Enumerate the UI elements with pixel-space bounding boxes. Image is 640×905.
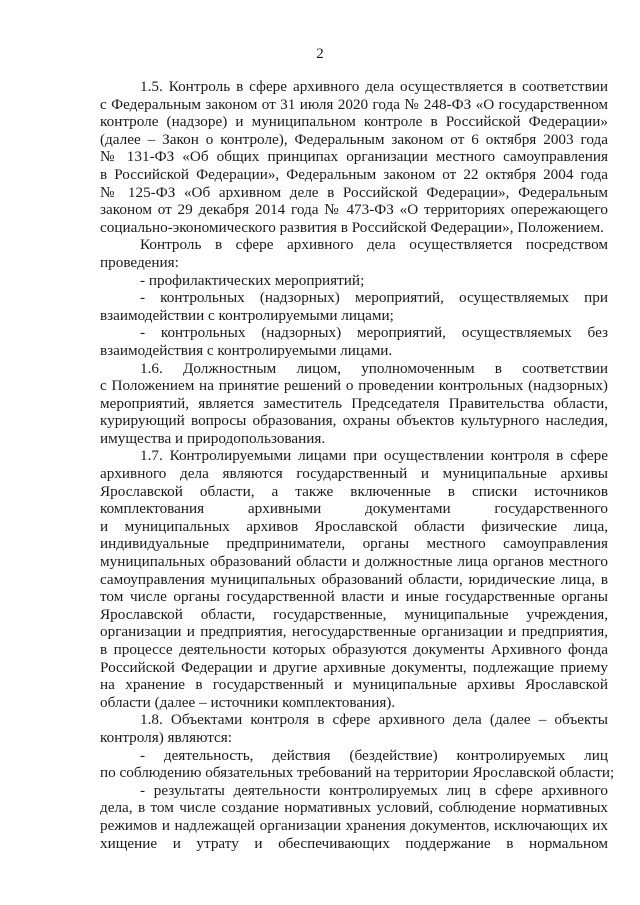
page-number: 2: [316, 46, 324, 62]
text-line: на хранение в государственный и муниципальные архивы Ярославской: [100, 676, 608, 694]
text-line: - контрольных (надзорных) мероприятий, осуществляемых при: [140, 289, 608, 307]
text-line: муниципальных образований области и должностные лица органов местного: [100, 553, 608, 571]
text-line: хищение и утрату и обеспечивающих поддержание в нормальном: [100, 834, 608, 852]
text-line: - деятельность, действия (бездействие) контролируемых лиц: [140, 746, 608, 764]
paragraph: [100, 236, 608, 271]
text-line: том числе органы государственной власти и иные государственные органы: [100, 588, 608, 606]
text-line: мероприятий, является заместитель Председателя Правительства области,: [100, 394, 608, 412]
text-line: архивного дела являются государственный и муниципальные архивы: [100, 465, 608, 483]
text-line: № 131-ФЗ «Об общих принципах организации местного самоуправления: [100, 148, 608, 166]
paragraph: [100, 447, 608, 711]
text-line: - контрольных (надзорных) мероприятий, осуществляемых без: [140, 324, 608, 342]
text-line: 1.5. Контроль в сфере архивного дела осуществляется в соответствии: [140, 78, 608, 95]
document-body: [100, 78, 615, 852]
text-line: организации и предприятия, негосударственные организации и предприятия,: [100, 623, 608, 641]
text-line: законом от 29 декабря 2014 года № 473-ФЗ «О территориях опережающего: [100, 201, 608, 219]
text-line: взаимодействии с контролируемыми лицами;: [100, 306, 394, 324]
text-line: в процессе деятельности которых образуются документы Архивного фонда: [100, 641, 608, 658]
text-line: взаимодействия с контролируемыми лицами.: [100, 341, 393, 359]
paragraph: [100, 272, 608, 290]
text-line: социально-экономического развития в Российской Федерации», Положением.: [100, 218, 604, 236]
text-line: области (далее – источники комплектования).: [100, 693, 396, 711]
paragraph: [100, 78, 608, 236]
text-line: с Федеральным законом от 31 июля 2020 года № 248-ФЗ «О государственном: [100, 95, 608, 113]
text-line: и муниципальных архивов Ярославской области физические лица,: [100, 517, 608, 535]
text-line: контроля) являются:: [100, 728, 232, 746]
text-line: Российской Федерации и другие архивные документы, подлежащие приему: [100, 658, 608, 676]
text-line: - результаты деятельности контролируемых лиц в сфере архивного: [140, 781, 608, 799]
text-line: Ярославской области, а также включенные в списки источников: [100, 482, 608, 500]
text-line: комплектования архивными документами государственного: [100, 500, 608, 518]
text-line: - профилактических мероприятий;: [140, 271, 365, 289]
text-line: индивидуальные предприниматели, органы местного самоуправления: [100, 535, 608, 553]
text-line: проведения:: [100, 253, 179, 271]
text-line: контроле (надзоре) и муниципальном контроле в Российской Федерации»: [100, 113, 608, 131]
text-line: режимов и надлежащей организации хранения документов, исключающих их: [100, 816, 608, 834]
paragraph: [100, 289, 608, 324]
text-line: (далее – Закон о контроле), Федеральным законом от 6 октября 2003 года: [100, 130, 608, 148]
paragraph: [100, 711, 608, 746]
text-line: дела, в том числе создание нормативных условий, соблюдение нормативных: [100, 799, 608, 817]
paragraph: [100, 746, 615, 782]
paragraph: [100, 324, 608, 359]
text-line: самоуправления муниципальных образований области, юридические лица, в: [100, 570, 608, 588]
text-line: с Положением на принятие решений о проведении контрольных (надзорных): [100, 377, 608, 395]
text-line: 1.7. Контролируемыми лицами при осуществлении контроля в сфере: [140, 447, 608, 465]
text-line: по соблюдению обязательных требований на территории Ярославской области;: [100, 764, 615, 782]
text-line: Ярославской области, государственные, муниципальные учреждения,: [100, 605, 608, 623]
paragraph: [100, 360, 608, 448]
text-line: имущества и природопользования.: [100, 429, 326, 447]
text-line: Контроль в сфере архивного дела осуществляется посредством: [140, 236, 608, 254]
text-line: № 125-ФЗ «Об архивном деле в Российской Федерации», Федеральным: [100, 183, 608, 201]
text-line: 1.8. Объектами контроля в сфере архивного дела (далее – объекты: [140, 711, 608, 729]
text-line: 1.6. Должностным лицом, уполномоченным в соответствии: [140, 359, 608, 377]
text-line: курирующий вопросы образования, охраны объектов культурного наследия,: [100, 412, 608, 430]
paragraph: [100, 782, 608, 852]
text-line: в Российской Федерации», Федеральным законом от 22 октября 2004 года: [100, 165, 608, 183]
